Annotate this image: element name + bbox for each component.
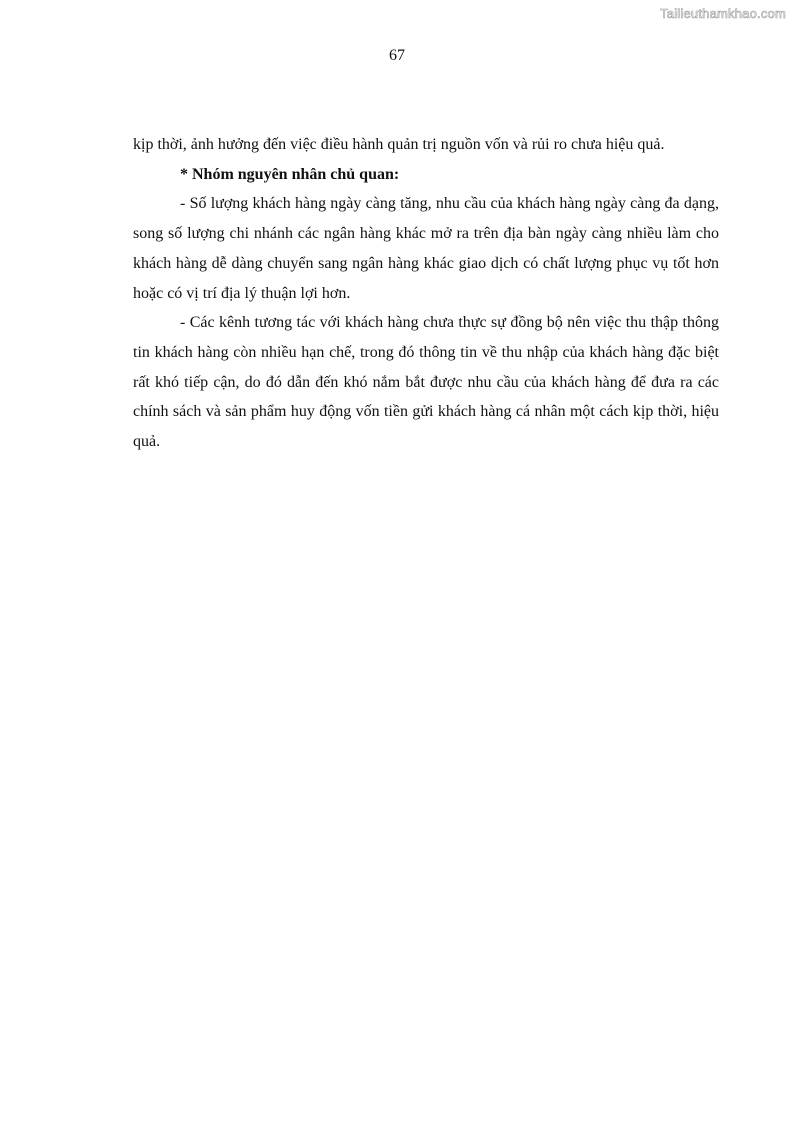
paragraph-continuation: kịp thời, ảnh hưởng đến việc điều hành quản trị nguồn vốn và rủi ro chưa hiệu quả. — [133, 136, 665, 153]
page-number: 67 — [389, 47, 405, 64]
page-body — [133, 130, 719, 457]
paragraph-customers: - Số lượng khách hàng ngày càng tăng, nhu cầu của khách hàng ngày càng đa dạng, song số lượng chi nhánh các ngân hàng khác mở ra trên địa bàn ngày càng nhiều làm cho khách hàng dễ dàng chuyển sang ngân hàng khác giao dịch có chất lượng phục vụ tốt hơn hoặc có vị trí địa lý thuận lợi hơn. — [133, 195, 719, 302]
paragraph-channels: - Các kênh tương tác với khách hàng chưa thực sự đồng bộ nên việc thu thập thông tin khách hàng còn nhiều hạn chế, trong đó thông tin về thu nhập của khách hàng đặc biệt rất khó tiếp cận, do đó dẫn đến khó nắm bắt được nhu cầu của khách hàng để đưa ra các chính sách và sản phẩm huy động vốn tiền gửi khách hàng cá nhân một cách kịp thời, hiệu quả. — [133, 314, 719, 451]
watermark: Tailieuthamkhao.com — [660, 6, 786, 21]
section-heading: * Nhóm nguyên nhân chủ quan: — [180, 165, 400, 183]
